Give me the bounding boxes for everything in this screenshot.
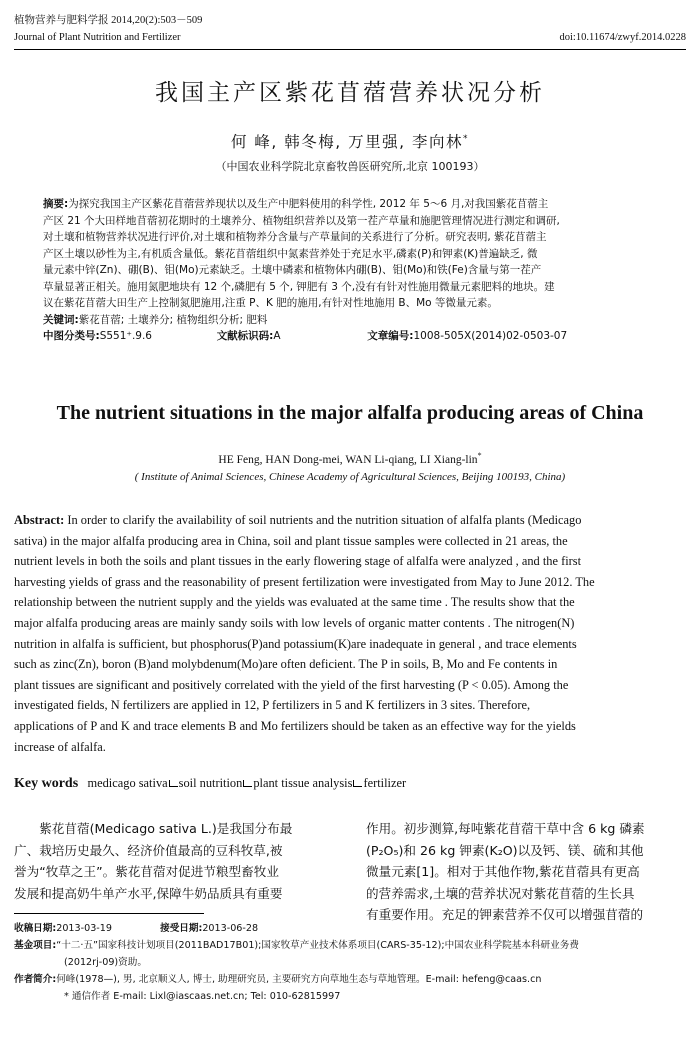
paper-title-en: The nutrient situations in the major alfalfa producing areas of China bbox=[56, 402, 644, 424]
abstract-en-line: nutrient levels in both the soils and plant tissues in the early flowering stage of alfalfa were analyzed , and the first bbox=[14, 554, 582, 569]
keywords-en bbox=[14, 776, 406, 792]
fund-line-2: (2012rj-09)资助。 bbox=[64, 957, 147, 968]
corresponding-mark-cn: * bbox=[463, 133, 469, 144]
authors-en-names: HE Feng, HAN Dong-mei, WAN Li-qiang, LI Xiang-lin bbox=[218, 453, 478, 466]
affiliation-en: ( Institute of Animal Sciences, Chinese Academy of Agricultural Sciences, Beijing 100193, China) bbox=[134, 471, 566, 483]
body-line: 发展和提高奶牛单产水平,保障牛奶品质具有重要 bbox=[14, 885, 283, 901]
abstract-en-line: nutrition in alfalfa is sufficient, but phosphorus(P)and potassium(K)are inadequate in general , and trace elements bbox=[14, 636, 577, 651]
corresponding-contact: * 通信作者 E-mail: Lixl@iascaas.net.cn; Tel: 010-62815997 bbox=[64, 991, 341, 1002]
corresponding-mark-en: * bbox=[477, 451, 482, 460]
body-column-right bbox=[366, 818, 688, 926]
fund-line: 基金项目:“十二·五”国家科技计划项目(2011BAD17B01);国家牧草产业技术体系项目(CARS-35-12);中国农业科学院基本科研业务费 bbox=[14, 940, 579, 951]
abstract-cn-line: 产区 21 个大田样地苜蓿初花期时的土壤养分、植物组织营养以及第一茬产草量和施肥管理情况进行测定和调研, bbox=[43, 214, 560, 227]
body-line: 作用。初步测算,每吨紫花苜蓿干草中含 6 kg 磷素 bbox=[366, 821, 645, 836]
abstract-en-line: harvesting yields of grass and the reasonability of present fertilization were investigated from May to June 2012. The bbox=[14, 574, 595, 589]
keywords-cn: 关键词:紫花苜蓿; 土壤养分; 植物组织分析; 肥料 bbox=[43, 313, 268, 326]
abstract-cn-label: 摘要: bbox=[43, 198, 69, 210]
received-date: 2013-03-19 bbox=[56, 923, 112, 934]
keyword: medicago sativa bbox=[87, 776, 168, 790]
header-rule bbox=[14, 49, 686, 50]
abstract-en-line: increase of alfalfa. bbox=[14, 739, 106, 754]
abstract-en-line: relationship between the nutrient supply and the yields was evaluated at the same time . The results show that the bbox=[14, 595, 575, 610]
abstract-en-label: Abstract: bbox=[14, 513, 65, 527]
article-number: 1008-505X(2014)02-0503-07 bbox=[413, 330, 568, 342]
body-line: 的营养需求,土壤的营养状况对紫花苜蓿的生长具 bbox=[366, 885, 635, 901]
classification-line: 中图分类号:S551⁺.9.6 文献标识码:A 文章编号:1008-505X(2014)02-0503-07 bbox=[43, 330, 568, 342]
abstract-en bbox=[14, 510, 686, 757]
footnotes bbox=[14, 920, 689, 1005]
abstract-cn-line: 量元素中锌(Zn)、硼(B)、钼(Mo)元素缺乏。土壤中磷素和植物体内硼(B)、钼(Mo)和铁(Fe)含量与第一茬产 bbox=[43, 264, 542, 276]
abstract-cn-line: 议在紫花苜蓿大田生产上控制氮肥施用,注重 P、K 肥的施用,有针对性地施用 B、Mo 等微量元素。 bbox=[43, 297, 498, 309]
clc-number: S551⁺.9.6 bbox=[99, 330, 152, 342]
doi: doi:10.11674/zwyf.2014.0228 bbox=[559, 32, 686, 43]
abstract-en-line: plant tissues are significant and positively correlated with the yield of the first harvesting (P < 0.05). Among the bbox=[14, 677, 569, 692]
body-column-left bbox=[14, 818, 334, 904]
abstract-en-line: applications of P and K and trace elements B and Mo fertilizers should be taken as an effective way for the yields bbox=[14, 718, 576, 733]
abstract-cn-line: 产区土壤以砂性为主,有机质含量低。紫花苜蓿组织中氮素营养处于充足水平,磷素(P)和钾素(K)普遍缺乏, 微 bbox=[43, 247, 538, 260]
abstract-cn-line: 摘要:为探究我国主产区紫花苜蓿营养现状以及生产中肥料使用的科学性, 2012 年 5～6 月,对我国紫花苜蓿主 bbox=[43, 198, 549, 210]
abstract-en-line: such as zinc(Zn), boron (B)and molybdenum(Mo)are often deficient. The P in soils, B, Mo and Fe contents in bbox=[14, 657, 558, 672]
authors-en bbox=[0, 451, 700, 466]
keyword: fertilizer bbox=[363, 776, 407, 790]
journal-name-en: Journal of Plant Nutrition and Fertilizer bbox=[14, 32, 181, 43]
abstract-cn bbox=[43, 196, 663, 345]
keywords-en-label: Key words bbox=[14, 776, 79, 791]
body-line: (P₂O₅)和 26 kg 钾素(K₂O)以及钙、镁、硫和其他 bbox=[366, 842, 644, 858]
affiliation-cn: （中国农业科学院北京畜牧兽医研究所,北京 100193） bbox=[215, 160, 485, 173]
accepted-date: 2013-06-28 bbox=[202, 923, 259, 934]
body-line: 微量元素[1]。相对于其他作物,紫花苜蓿具有更高 bbox=[366, 864, 640, 880]
body-line: 有重要作用。充足的钾素营养不仅可以增强苜蓿的 bbox=[366, 907, 644, 923]
abstract-cn-line: 对土壤和植物营养状况进行评价,对土壤和植物养分含量与产草量间的关系进行了分析。研究表明, 紫花苜蓿主 bbox=[43, 231, 547, 243]
abstract-cn-line: 草量显著正相关。施用氮肥地块有 12 个,磷肥有 5 个, 钾肥有 3 个,没有有针对性施用微量元素肥料的地块。建 bbox=[43, 280, 555, 293]
authors-cn-names: 何 峰, 韩冬梅, 万里强, 李向林 bbox=[231, 133, 463, 151]
paper-title-cn: 我国主产区紫花苜蓿营养状况分析 bbox=[155, 80, 545, 106]
keyword: plant tissue analysis bbox=[253, 776, 353, 790]
journal-citation-cn: 植物营养与肥料学报 2014,20(2):503－509 bbox=[14, 15, 203, 26]
body-line: 紫花苜蓿(Medicago sativa L.)是我国分布最 bbox=[39, 821, 293, 836]
body-line: 广、栽培历史最久、经济价值最高的豆科牧草,被 bbox=[14, 842, 283, 858]
body-line: 誉为“牧草之王”。紫花苜蓿对促进节粮型畜牧业 bbox=[14, 864, 279, 880]
dates-line: 收稿日期:2013-03-19 接受日期:2013-06-28 bbox=[14, 923, 259, 934]
keyword: soil nutrition bbox=[178, 776, 243, 790]
abstract-en-line: major alfalfa producing areas are mainly sandy soils with low levels of organic matter contents . The nitrogen(N) bbox=[14, 615, 575, 630]
authors-cn bbox=[0, 130, 700, 152]
abstract-en-line: Abstract: In order to clarify the availability of soil nutrients and the nutrition situation of alfalfa plants (Medicago bbox=[14, 513, 582, 527]
author-bio: 作者简介:何峰(1978—), 男, 北京顺义人, 博士, 助理研究员, 主要研究方向草地生态与草地管理。E-mail: hefeng@caas.cn bbox=[14, 974, 542, 985]
abstract-en-line: investigated fields, N fertilizers are applied in 12, P fertilizers in 5 and K fertilizers in 3 sites. Therefore, bbox=[14, 698, 531, 713]
abstract-en-line: sativa) in the major alfalfa producing area in China, soil and plant tissue samples were collected in 21 areas, the bbox=[14, 533, 568, 548]
footnote-rule bbox=[14, 913, 204, 914]
document-code: A bbox=[273, 330, 281, 342]
